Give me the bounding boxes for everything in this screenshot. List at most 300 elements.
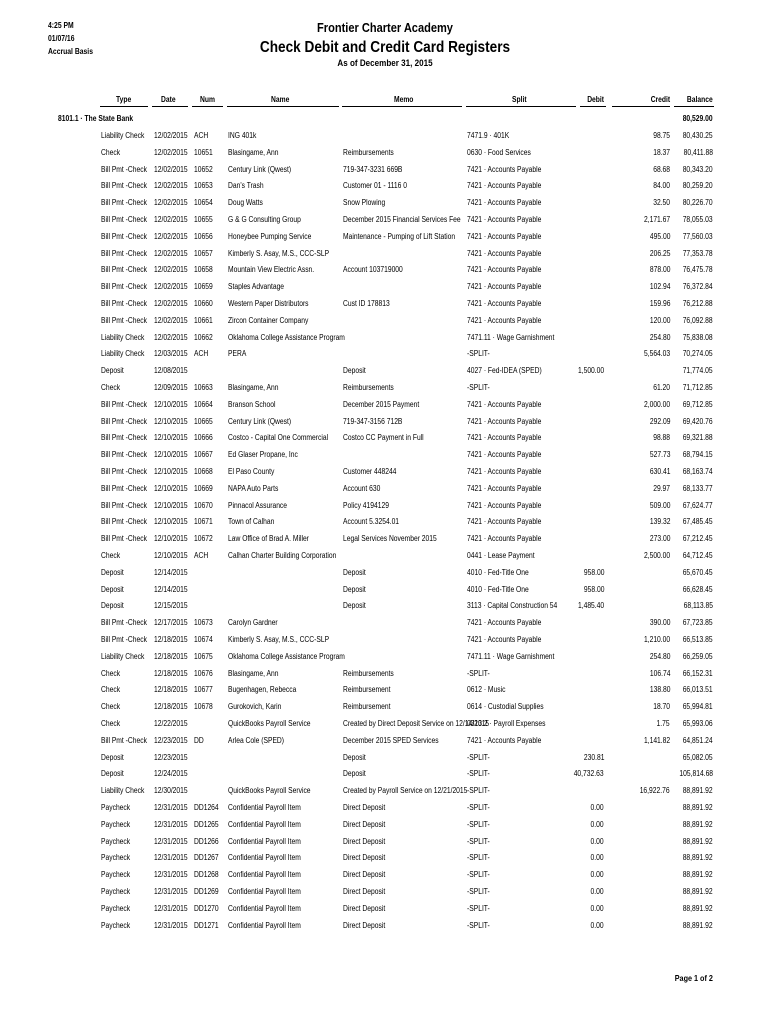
cell-name: Staples Advantage <box>228 282 285 292</box>
cell-type: Check <box>101 702 121 712</box>
cell-name: Town of Calhan <box>228 517 275 527</box>
cell-type: Bill Pmt -Check <box>101 181 147 191</box>
cell-num: ACH <box>194 349 209 359</box>
cell-num: 10677 <box>194 685 213 695</box>
cell-name: QuickBooks Payroll Service <box>228 786 311 796</box>
cell-balance: 64,851.24 <box>683 735 713 745</box>
cell-memo: Legal Services November 2015 <box>343 534 437 544</box>
cell-split: 7421 · Accounts Payable <box>467 483 542 493</box>
cell-balance: 88,891.92 <box>683 870 713 880</box>
cell-balance: 67,723.85 <box>683 618 713 628</box>
cell-split: 7421 · Accounts Payable <box>467 282 542 292</box>
table-row <box>0 887 770 904</box>
cell-type: Bill Pmt -Check <box>101 517 147 527</box>
cell-num: DD <box>194 735 204 745</box>
cell-type: Bill Pmt -Check <box>101 265 147 275</box>
cell-type: Liability Check <box>101 332 145 342</box>
cell-memo: Direct Deposit <box>343 819 386 829</box>
cell-credit: 630.41 <box>649 467 670 476</box>
cell-num: 10653 <box>194 181 213 191</box>
cell-debit: 0.00 <box>590 903 604 913</box>
cell-name: Blasingame, Ann <box>228 147 279 157</box>
cell-date: 12/02/2015 <box>154 265 188 275</box>
report-time: 4:25 PM <box>48 21 74 30</box>
table-row <box>0 853 770 870</box>
cell-split: -SPLIT- <box>467 383 490 392</box>
col-credit: Credit <box>650 95 670 104</box>
account-section-header <box>0 114 770 131</box>
cell-name: NAPA Auto Parts <box>228 483 279 493</box>
table-row <box>0 249 770 266</box>
col-num: Num <box>200 95 215 104</box>
table-row <box>0 198 770 215</box>
cell-date: 12/02/2015 <box>154 147 188 157</box>
cell-balance: 105,814.68 <box>679 769 713 779</box>
cell-memo: Created by Payroll Service on 12/21/2015 <box>343 786 468 796</box>
cell-date: 12/31/2015 <box>154 887 188 896</box>
cell-split: 7421 · Accounts Payable <box>467 164 542 174</box>
cell-credit: 159.96 <box>649 299 670 308</box>
cell-type: Paycheck <box>101 903 131 913</box>
cell-date: 12/02/2015 <box>154 282 188 292</box>
table-row <box>0 417 770 434</box>
table-row <box>0 870 770 887</box>
cell-name: Confidential Payroll Item <box>228 920 301 930</box>
cell-balance: 76,212.88 <box>683 299 713 308</box>
cell-memo: Deposit <box>343 567 366 577</box>
cell-name: Mountain View Electric Assn. <box>228 265 315 275</box>
cell-memo: Direct Deposit <box>343 920 386 930</box>
cell-memo: December 2015 Financial Services Fee <box>343 215 461 224</box>
cell-credit: 292.09 <box>649 416 670 426</box>
table-row <box>0 601 770 618</box>
table-row <box>0 517 770 534</box>
cell-split: -SPLIT- <box>467 752 490 762</box>
cell-num: 10668 <box>194 467 213 476</box>
cell-credit: 68.68 <box>653 164 670 174</box>
table-row <box>0 316 770 333</box>
cell-credit: 390.00 <box>649 618 670 628</box>
cell-split: 7421 · Accounts Payable <box>467 315 542 325</box>
cell-credit: 2,500.00 <box>643 551 670 560</box>
cell-type: Bill Pmt -Check <box>101 534 147 544</box>
cell-date: 12/22/2015 <box>154 719 188 728</box>
column-headers <box>0 95 770 112</box>
cell-debit: 0.00 <box>590 853 604 863</box>
table-row <box>0 450 770 467</box>
cell-name: Gurokovich, Karin <box>228 702 282 712</box>
header-rule <box>152 106 188 107</box>
cell-memo: Account 103719000 <box>343 265 403 275</box>
cell-balance: 80,226.70 <box>683 198 713 208</box>
cell-type: Bill Pmt -Check <box>101 618 147 628</box>
cell-num: 10661 <box>194 315 213 325</box>
cell-type: Deposit <box>101 752 124 762</box>
cell-date: 12/24/2015 <box>154 769 188 779</box>
cell-type: Bill Pmt -Check <box>101 248 147 258</box>
cell-name: Confidential Payroll Item <box>228 803 301 812</box>
cell-num: 10658 <box>194 265 213 275</box>
cell-credit: 16,922.76 <box>640 786 670 796</box>
cell-num: DD1271 <box>194 920 219 930</box>
cell-num: 10655 <box>194 215 213 224</box>
table-row <box>0 215 770 232</box>
cell-credit: 29.97 <box>653 483 670 493</box>
cell-date: 12/02/2015 <box>154 299 188 308</box>
table-row <box>0 685 770 702</box>
table-row <box>0 400 770 417</box>
cell-name: Blasingame, Ann <box>228 383 279 392</box>
cell-balance: 64,712.45 <box>683 551 713 560</box>
cell-split: 7421 · Accounts Payable <box>467 467 542 476</box>
cell-credit: 120.00 <box>649 315 670 325</box>
cell-date: 12/09/2015 <box>154 383 188 392</box>
report-date: 01/07/16 <box>48 34 75 43</box>
cell-split: 0612 · Music <box>467 685 506 695</box>
cell-balance: 80,411.88 <box>683 147 713 157</box>
table-row <box>0 921 770 938</box>
cell-num: 10672 <box>194 534 213 544</box>
cell-balance: 68,794.15 <box>683 450 713 460</box>
cell-memo: Reimbursement <box>343 685 391 695</box>
cell-name: Costco - Capital One Commercial <box>228 433 329 443</box>
cell-split: 7421 · Accounts Payable <box>467 299 542 308</box>
cell-memo: Direct Deposit <box>343 853 386 863</box>
cell-balance: 68,113.85 <box>683 601 713 611</box>
cell-num: 10675 <box>194 651 213 661</box>
cell-num: 10678 <box>194 702 213 712</box>
cell-date: 12/10/2015 <box>154 500 188 510</box>
col-date: Date <box>161 95 176 104</box>
cell-num: DD1264 <box>194 803 219 812</box>
cell-balance: 80,343.20 <box>683 164 713 174</box>
cell-name: Arlea Cole (SPED) <box>228 735 285 745</box>
cell-date: 12/10/2015 <box>154 433 188 443</box>
cell-credit: 527.73 <box>649 450 670 460</box>
cell-credit: 495.00 <box>649 231 670 241</box>
cell-split: 4010 · Fed-Title One <box>467 567 529 577</box>
table-row <box>0 131 770 148</box>
cell-num: 10659 <box>194 282 213 292</box>
cell-type: Check <box>101 719 121 728</box>
cell-balance: 88,891.92 <box>683 786 713 796</box>
col-balance: Balance <box>687 95 713 104</box>
cell-split: 7421 · Accounts Payable <box>467 399 542 409</box>
cell-memo: Created by Direct Deposit Service on 12/14/2015 <box>343 719 490 728</box>
cell-name: Bugenhagen, Rebecca <box>228 685 297 695</box>
cell-type: Check <box>101 551 121 560</box>
cell-credit: 102.94 <box>649 282 670 292</box>
table-row <box>0 181 770 198</box>
cell-split: 7421 · Accounts Payable <box>467 181 542 191</box>
cell-credit: 1.75 <box>656 719 670 728</box>
cell-name: Oklahoma College Assistance Program <box>228 332 345 342</box>
cell-split: 7421 · Accounts Payable <box>467 735 542 745</box>
cell-credit: 98.88 <box>653 433 670 443</box>
cell-balance: 75,838.08 <box>683 332 713 342</box>
cell-date: 12/23/2015 <box>154 735 188 745</box>
cell-split: 0614 · Custodial Supplies <box>467 702 544 712</box>
cell-num: 10669 <box>194 483 213 493</box>
header-rule <box>342 106 462 107</box>
report-title: Check Debit and Credit Card Registers <box>259 39 511 56</box>
cell-debit: 958.00 <box>583 567 604 577</box>
cell-name: G & G Consulting Group <box>228 215 301 224</box>
cell-num: 10666 <box>194 433 213 443</box>
cell-balance: 76,475.78 <box>683 265 713 275</box>
cell-credit: 138.80 <box>649 685 670 695</box>
cell-type: Deposit <box>101 601 124 611</box>
cell-credit: 32.50 <box>653 198 670 208</box>
cell-memo: Account 5.3254.01 <box>343 517 400 527</box>
cell-split: 4027 · Fed-IDEA (SPED) <box>467 366 542 376</box>
cell-credit: 273.00 <box>649 534 670 544</box>
cell-date: 12/15/2015 <box>154 601 188 611</box>
cell-split: 7421 · Accounts Payable <box>467 517 542 527</box>
cell-type: Bill Pmt -Check <box>101 416 147 426</box>
cell-type: Deposit <box>101 769 124 779</box>
cell-num: 10651 <box>194 147 213 157</box>
cell-name: Law Office of Brad A. Miller <box>228 534 309 544</box>
cell-type: Bill Pmt -Check <box>101 500 147 510</box>
cell-split: 7421 · Accounts Payable <box>467 500 542 510</box>
report-basis: Accrual Basis <box>48 47 93 56</box>
cell-balance: 88,891.92 <box>683 920 713 930</box>
cell-name: Zircon Container Company <box>228 315 309 325</box>
cell-debit: 230.81 <box>583 752 604 762</box>
cell-name: Confidential Payroll Item <box>228 870 301 880</box>
table-row <box>0 534 770 551</box>
cell-num: DD1267 <box>194 853 219 863</box>
cell-memo: Direct Deposit <box>343 887 386 896</box>
cell-balance: 78,055.03 <box>683 215 713 224</box>
cell-split: -SPLIT- <box>467 920 490 930</box>
cell-balance: 80,259.20 <box>683 181 713 191</box>
cell-date: 12/31/2015 <box>154 920 188 930</box>
cell-split: 0313.2 · Payroll Expenses <box>467 719 546 728</box>
cell-date: 12/02/2015 <box>154 231 188 241</box>
cell-split: -SPLIT- <box>467 836 490 846</box>
cell-memo: Policy 4194129 <box>343 500 389 510</box>
cell-split: 7471.9 · 401K <box>467 131 510 140</box>
cell-memo: December 2015 SPED Services <box>343 735 439 745</box>
cell-name: Branson School <box>228 399 276 409</box>
cell-debit: 1,485.40 <box>577 601 604 611</box>
cell-num: ACH <box>194 131 209 140</box>
cell-date: 12/10/2015 <box>154 399 188 409</box>
cell-date: 12/02/2015 <box>154 332 188 342</box>
cell-name: Pinnacol Assurance <box>228 500 288 510</box>
cell-split: 7421 · Accounts Payable <box>467 635 542 644</box>
col-memo: Memo <box>394 95 414 104</box>
cell-credit: 98.75 <box>653 131 670 140</box>
cell-date: 12/03/2015 <box>154 349 188 359</box>
cell-memo: Direct Deposit <box>343 836 386 846</box>
cell-num: 10670 <box>194 500 213 510</box>
cell-date: 12/02/2015 <box>154 131 188 140</box>
col-type: Type <box>116 95 132 104</box>
cell-date: 12/31/2015 <box>154 853 188 863</box>
cell-split: 7421 · Accounts Payable <box>467 248 542 258</box>
cell-date: 12/31/2015 <box>154 803 188 812</box>
cell-type: Paycheck <box>101 870 131 880</box>
cell-type: Check <box>101 383 121 392</box>
cell-balance: 69,420.76 <box>683 416 713 426</box>
cell-type: Check <box>101 668 121 678</box>
report-period: As of December 31, 2015 <box>337 58 433 69</box>
table-row <box>0 551 770 568</box>
cell-debit: 0.00 <box>590 887 604 896</box>
company-name: Frontier Charter Academy <box>317 20 453 35</box>
table-row <box>0 484 770 501</box>
cell-num: 10664 <box>194 399 213 409</box>
cell-balance: 88,891.92 <box>683 903 713 913</box>
cell-type: Check <box>101 147 121 157</box>
cell-memo: 719-347-3156 712B <box>343 416 403 426</box>
cell-name: Kimberly S. Asay, M.S., CCC-SLP <box>228 635 330 644</box>
cell-split: 7471.11 · Wage Garnishment <box>467 332 555 342</box>
cell-num: DD1266 <box>194 836 219 846</box>
cell-date: 12/18/2015 <box>154 635 188 644</box>
cell-name: Dan's Trash <box>228 181 264 191</box>
cell-memo: Deposit <box>343 366 366 376</box>
cell-date: 12/18/2015 <box>154 702 188 712</box>
cell-type: Bill Pmt -Check <box>101 198 147 208</box>
cell-split: 7471.11 · Wage Garnishment <box>467 651 555 661</box>
cell-credit: 254.80 <box>649 332 670 342</box>
header-rule <box>674 106 714 107</box>
cell-memo: Reimbursement <box>343 702 391 712</box>
cell-date: 12/10/2015 <box>154 517 188 527</box>
cell-memo: Customer 448244 <box>343 467 397 476</box>
cell-split: -SPLIT- <box>467 786 490 796</box>
cell-split: -SPLIT- <box>467 903 490 913</box>
cell-date: 12/23/2015 <box>154 752 188 762</box>
cell-split: 7421 · Accounts Payable <box>467 231 542 241</box>
cell-date: 12/18/2015 <box>154 651 188 661</box>
table-row <box>0 148 770 165</box>
cell-date: 12/02/2015 <box>154 215 188 224</box>
cell-credit: 84.00 <box>653 181 670 191</box>
cell-debit: 958.00 <box>583 584 604 594</box>
cell-num: 10663 <box>194 383 213 392</box>
table-row <box>0 820 770 837</box>
cell-date: 12/10/2015 <box>154 416 188 426</box>
cell-date: 12/10/2015 <box>154 534 188 544</box>
cell-split: 7421 · Accounts Payable <box>467 416 542 426</box>
cell-name: Confidential Payroll Item <box>228 836 301 846</box>
cell-split: 7421 · Accounts Payable <box>467 265 542 275</box>
cell-credit: 139.32 <box>649 517 670 527</box>
table-row <box>0 669 770 686</box>
cell-balance: 68,163.74 <box>683 467 713 476</box>
cell-date: 12/02/2015 <box>154 315 188 325</box>
cell-memo: Deposit <box>343 752 366 762</box>
cell-balance: 71,712.85 <box>683 383 713 392</box>
table-row <box>0 349 770 366</box>
cell-split: 7421 · Accounts Payable <box>467 618 542 628</box>
cell-credit: 106.74 <box>649 668 670 678</box>
cell-date: 12/10/2015 <box>154 450 188 460</box>
cell-name: Ed Glaser Propane, Inc <box>228 450 298 460</box>
cell-memo: Snow Plowing <box>343 198 386 208</box>
cell-credit: 2,000.00 <box>643 399 670 409</box>
cell-type: Deposit <box>101 584 124 594</box>
table-row <box>0 265 770 282</box>
table-row <box>0 769 770 786</box>
cell-num: ACH <box>194 551 209 560</box>
cell-num: 10662 <box>194 332 213 342</box>
cell-date: 12/02/2015 <box>154 248 188 258</box>
cell-balance: 65,082.05 <box>683 752 713 762</box>
cell-name: PERA <box>228 349 247 359</box>
cell-num: DD1269 <box>194 887 219 896</box>
cell-balance: 88,891.92 <box>683 887 713 896</box>
cell-credit: 61.20 <box>653 383 670 392</box>
cell-balance: 71,774.05 <box>683 366 713 376</box>
cell-split: 7421 · Accounts Payable <box>467 433 542 443</box>
table-row <box>0 719 770 736</box>
cell-balance: 88,891.92 <box>683 836 713 846</box>
table-row <box>0 501 770 518</box>
cell-num: 10676 <box>194 668 213 678</box>
cell-memo: Reimbursements <box>343 668 394 678</box>
account-opening-balance: 80,529.00 <box>683 114 713 123</box>
cell-date: 12/14/2015 <box>154 567 188 577</box>
table-row <box>0 467 770 484</box>
col-debit: Debit <box>587 95 604 104</box>
cell-type: Paycheck <box>101 803 131 812</box>
cell-name: Carolyn Gardner <box>228 618 278 628</box>
cell-name: Confidential Payroll Item <box>228 887 301 896</box>
cell-split: -SPLIT- <box>467 349 490 359</box>
cell-memo: Maintenance - Pumping of Lift Station <box>343 231 456 241</box>
cell-split: -SPLIT- <box>467 853 490 863</box>
cell-memo: Direct Deposit <box>343 903 386 913</box>
cell-split: -SPLIT- <box>467 819 490 829</box>
cell-split: -SPLIT- <box>467 887 490 896</box>
cell-type: Paycheck <box>101 887 131 896</box>
table-row <box>0 837 770 854</box>
cell-type: Bill Pmt -Check <box>101 635 147 644</box>
cell-debit: 40,732.63 <box>574 769 604 779</box>
header-rule <box>612 106 670 107</box>
cell-type: Deposit <box>101 366 124 376</box>
cell-memo: December 2015 Payment <box>343 399 420 409</box>
cell-type: Bill Pmt -Check <box>101 483 147 493</box>
cell-balance: 70,274.05 <box>683 349 713 359</box>
cell-debit: 0.00 <box>590 836 604 846</box>
table-row <box>0 753 770 770</box>
cell-type: Bill Pmt -Check <box>101 315 147 325</box>
cell-type: Deposit <box>101 567 124 577</box>
table-row <box>0 618 770 635</box>
cell-memo: Deposit <box>343 601 366 611</box>
cell-memo: Account 630 <box>343 483 381 493</box>
cell-debit: 1,500.00 <box>577 366 604 376</box>
cell-type: Liability Check <box>101 131 145 140</box>
table-row <box>0 585 770 602</box>
cell-debit: 0.00 <box>590 920 604 930</box>
cell-memo: Reimbursements <box>343 147 394 157</box>
cell-type: Paycheck <box>101 853 131 863</box>
cell-credit: 509.00 <box>649 500 670 510</box>
cell-balance: 66,628.45 <box>683 584 713 594</box>
cell-credit: 254.80 <box>649 651 670 661</box>
cell-memo: Customer 01 - 1116 0 <box>343 181 407 191</box>
cell-balance: 66,513.85 <box>683 635 713 644</box>
cell-type: Bill Pmt -Check <box>101 231 147 241</box>
